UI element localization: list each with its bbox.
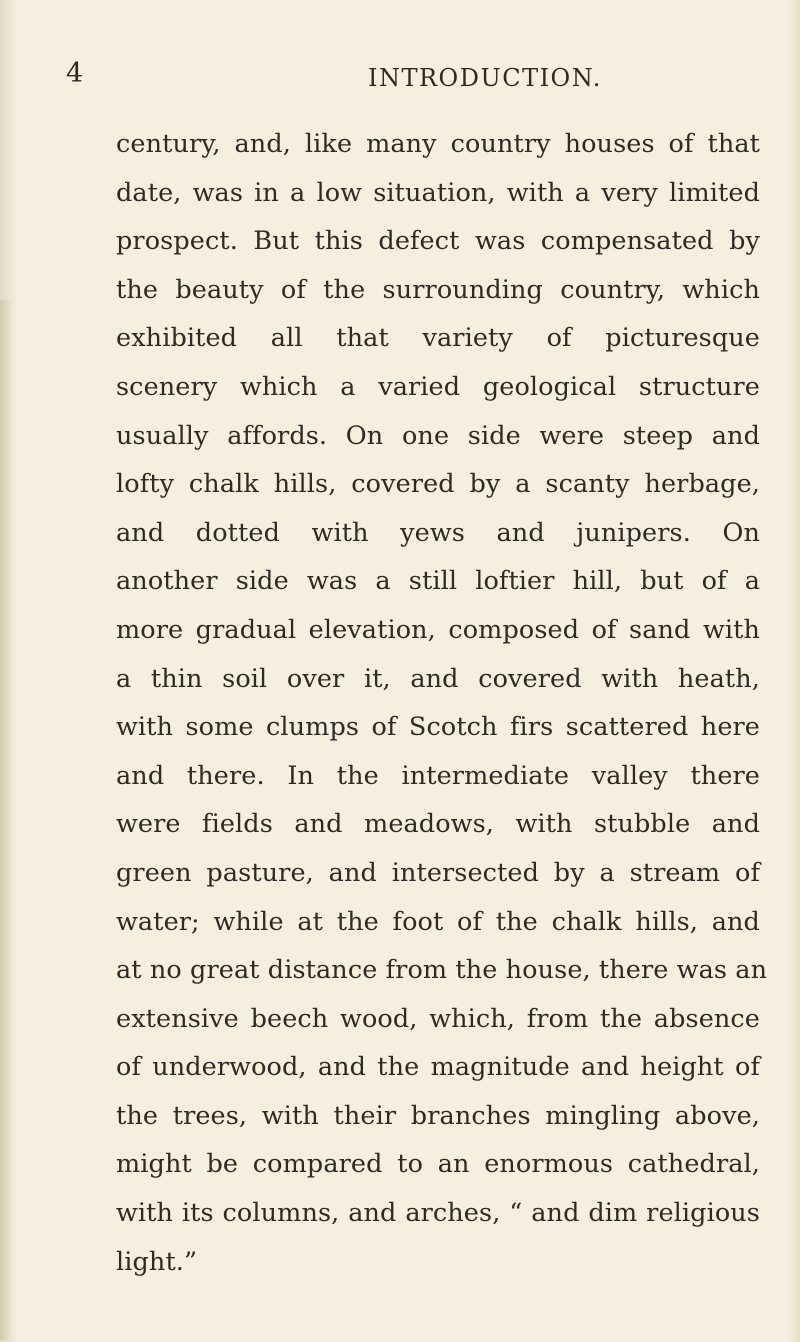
- text-line: another side was a still loftier hill, but of a: [116, 566, 760, 597]
- text-line: century, and, like many country houses of that: [116, 129, 760, 159]
- text-line-last: light.”: [116, 1246, 198, 1277]
- running-head: INTRODUCTION.: [368, 64, 602, 92]
- text-line: the trees, with their branches mingling above,: [116, 1100, 760, 1131]
- text-line: might be compared to an enormous cathedral,: [116, 1149, 760, 1180]
- text-line: more gradual elevation, composed of sand with: [116, 614, 760, 645]
- body-paragraph: [116, 120, 768, 1286]
- text-line: green pasture, and intersected by a stream of: [116, 857, 760, 888]
- text-line: at no great distance from the house, there was an: [116, 955, 768, 986]
- page-number: 4: [66, 58, 84, 89]
- text-line: date, was in a low situation, with a very limited: [116, 177, 760, 208]
- text-line: exhibited all that variety of picturesque: [116, 323, 760, 354]
- text-line: scenery which a varied geological structure: [116, 371, 760, 402]
- text-line: were fields and meadows, with stubble and: [116, 809, 760, 840]
- page-header: [0, 58, 800, 98]
- text-line: with some clumps of Scotch firs scattered here: [116, 712, 760, 743]
- text-line: and dotted with yews and junipers. On: [116, 517, 760, 548]
- text-line: usually affords. On one side were steep and: [116, 420, 760, 451]
- text-line: lofty chalk hills, covered by a scanty herbage,: [116, 469, 760, 500]
- text-line: prospect. But this defect was compensated by: [116, 226, 760, 257]
- page-binding-shadow: [0, 300, 12, 1340]
- text-line: extensive beech wood, which, from the absence: [116, 1003, 760, 1034]
- text-line: the beauty of the surrounding country, which: [116, 274, 760, 305]
- text-line: with its columns, and arches, “ and dim religious: [116, 1198, 760, 1229]
- text-line: water; while at the foot of the chalk hills, and: [116, 906, 760, 937]
- text-line: and there. In the intermediate valley there: [116, 760, 760, 791]
- text-line: of underwood, and the magnitude and height of: [116, 1052, 760, 1083]
- text-line: a thin soil over it, and covered with heath,: [116, 663, 760, 694]
